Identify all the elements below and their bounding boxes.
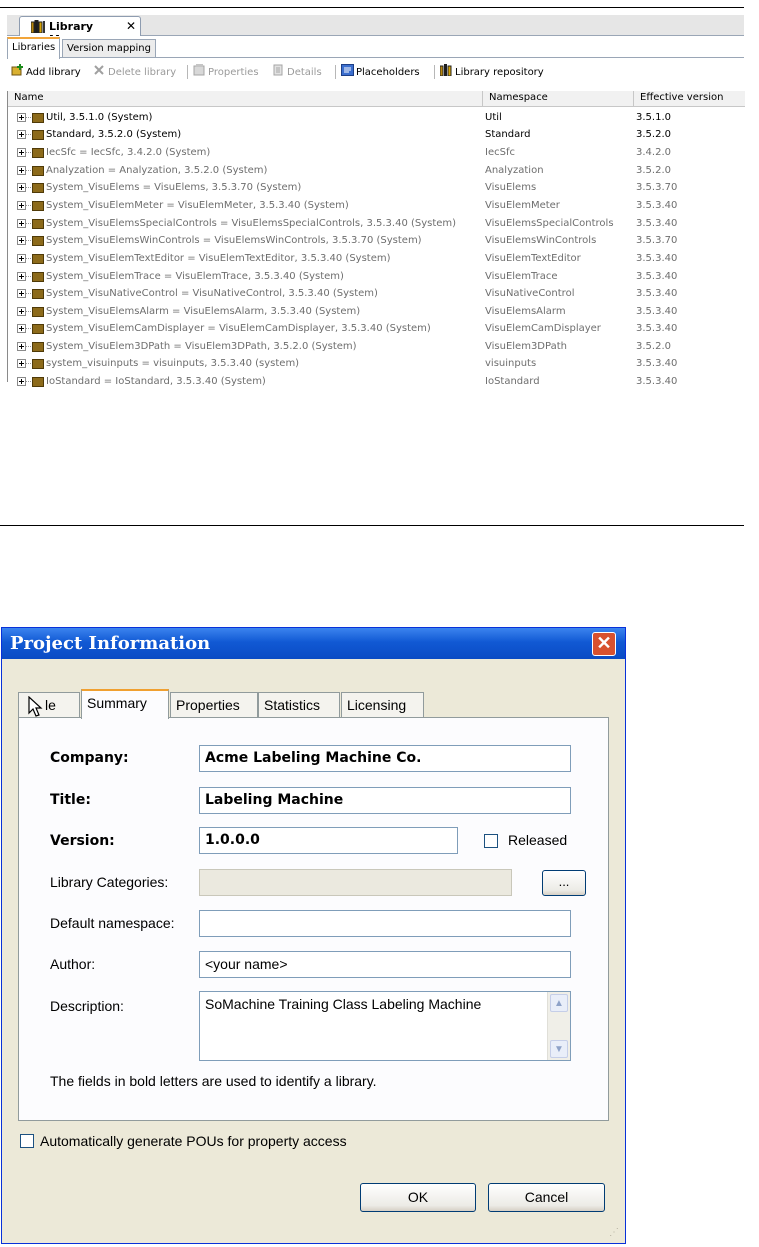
- close-tab-icon[interactable]: ✕: [126, 19, 137, 33]
- table-row[interactable]: [8, 355, 745, 372]
- library-name: System_VisuNativeControl = VisuNativeControl, 3.5.3.40 (System): [46, 288, 378, 299]
- toolbar-separator: [434, 65, 435, 79]
- library-namespace: VisuElem3DPath: [485, 341, 567, 352]
- table-row[interactable]: [8, 162, 745, 179]
- tab-statistics[interactable]: Statistics: [258, 692, 340, 717]
- tree-connector: [26, 328, 31, 329]
- browse-categories-button[interactable]: ...: [542, 870, 586, 896]
- table-row[interactable]: [8, 197, 745, 214]
- table-row[interactable]: [8, 320, 745, 337]
- library-version: 3.5.3.40: [636, 253, 678, 264]
- library-namespace: Util: [485, 112, 502, 123]
- library-version: 3.5.3.70: [636, 182, 678, 193]
- library-manager-doc-tab[interactable]: [19, 16, 141, 36]
- library-icon: [32, 289, 44, 299]
- library-name: IecSfc = IecSfc, 3.4.2.0 (System): [46, 147, 211, 158]
- table-row[interactable]: [8, 179, 745, 196]
- expand-icon[interactable]: [17, 272, 26, 281]
- expand-icon[interactable]: [17, 219, 26, 228]
- library-version: 3.5.3.40: [636, 323, 678, 334]
- tab-version-mapping[interactable]: Version mapping: [62, 39, 156, 57]
- placeholders-label: Placeholders: [356, 67, 420, 78]
- toolbar-separator: [187, 65, 188, 79]
- library-icon: [32, 236, 44, 246]
- tab-properties[interactable]: Properties: [170, 692, 258, 717]
- library-icon: [32, 201, 44, 211]
- title-field[interactable]: Labeling Machine: [199, 787, 571, 814]
- tree-connector: [26, 381, 31, 382]
- library-categories-field: [199, 869, 512, 896]
- released-checkbox[interactable]: [484, 834, 498, 848]
- table-header: [8, 91, 745, 107]
- library-version: 3.5.3.40: [636, 376, 678, 387]
- expand-icon[interactable]: [17, 254, 26, 263]
- expand-icon[interactable]: [17, 130, 26, 139]
- company-label: Company:: [50, 750, 129, 766]
- title-label: Title:: [50, 792, 91, 808]
- description-label: Description:: [50, 998, 124, 1014]
- library-icon: [32, 359, 44, 369]
- add-library-label: Add library: [26, 67, 81, 78]
- top-rule: [0, 7, 744, 8]
- library-icon: [32, 219, 44, 229]
- expand-icon[interactable]: [17, 342, 26, 351]
- library-namespace: visuinputs: [485, 358, 537, 369]
- library-namespace: VisuElemMeter: [485, 200, 560, 211]
- library-version: 3.5.3.40: [636, 271, 678, 282]
- library-repository-label: Library repository: [455, 67, 544, 78]
- library-books-icon: [31, 20, 46, 36]
- delete-library-button[interactable]: [93, 64, 176, 80]
- expand-icon[interactable]: [17, 201, 26, 210]
- library-namespace: VisuElemsWinControls: [485, 235, 597, 246]
- library-namespace: VisuElemTrace: [485, 271, 558, 282]
- toolbar-separator: [335, 65, 336, 79]
- tree-connector: [26, 311, 31, 312]
- table-row[interactable]: [8, 303, 745, 320]
- library-version: 3.5.3.70: [636, 235, 678, 246]
- placeholders-icon: [341, 64, 354, 75]
- add-library-button[interactable]: [11, 64, 81, 80]
- library-icon: [32, 254, 44, 264]
- details-icon: [272, 64, 285, 75]
- library-name: System_VisuElemTrace = VisuElemTrace, 3.5.3.40 (System): [46, 271, 344, 282]
- library-namespace: VisuElems: [485, 182, 537, 193]
- tree-connector: [26, 187, 31, 188]
- default-namespace-field[interactable]: [199, 910, 571, 937]
- library-name: IoStandard = IoStandard, 3.5.3.40 (System): [46, 376, 266, 387]
- properties-label: Properties: [208, 67, 259, 78]
- library-subtabs: [7, 36, 744, 58]
- library-name: System_VisuElemsAlarm = VisuElemsAlarm, 3.5.3.40 (System): [46, 306, 361, 317]
- properties-icon: [193, 64, 206, 75]
- tab-summary[interactable]: Summary: [81, 689, 169, 719]
- library-icon: [32, 272, 44, 282]
- auto-generate-pous-label: Automatically generate POUs for property access: [40, 1133, 347, 1149]
- details-button[interactable]: [272, 64, 322, 80]
- column-divider: [633, 91, 634, 106]
- middle-rule: [0, 525, 744, 526]
- library-name: System_VisuElemCamDisplayer = VisuElemCamDisplayer, 3.5.3.40 (System): [46, 323, 431, 334]
- table-row[interactable]: [8, 144, 745, 161]
- close-icon: ✕: [596, 633, 612, 653]
- expand-icon[interactable]: [17, 183, 26, 192]
- library-namespace: VisuElemsAlarm: [485, 306, 566, 317]
- library-namespace: VisuElemsSpecialControls: [485, 218, 614, 229]
- library-version: 3.4.2.0: [636, 147, 671, 158]
- library-icon: [32, 183, 44, 193]
- tree-connector: [26, 258, 31, 259]
- library-namespace: IecSfc: [485, 147, 515, 158]
- expand-icon[interactable]: [17, 377, 26, 386]
- description-text: SoMachine Training Class Labeling Machine: [205, 996, 482, 1012]
- identification-hint: The fields in bold letters are used to identify a library.: [50, 1073, 377, 1089]
- library-name: System_VisuElemsSpecialControls = VisuElemsSpecialControls, 3.5.3.40 (System): [46, 218, 457, 229]
- tree-connector: [26, 117, 31, 118]
- column-header-effective-version[interactable]: Effective version: [640, 92, 724, 103]
- tree-connector: [26, 152, 31, 153]
- tree-connector: [26, 240, 31, 241]
- document-tab-bar: [7, 15, 744, 36]
- library-namespace: IoStandard: [485, 376, 540, 387]
- library-icon: [32, 148, 44, 158]
- table-row[interactable]: [8, 232, 745, 249]
- delete-library-label: Delete library: [108, 67, 177, 78]
- library-name: Util, 3.5.1.0 (System): [46, 112, 153, 123]
- library-icon: [32, 113, 44, 123]
- library-name: System_VisuElems = VisuElems, 3.5.3.70 (System): [46, 182, 302, 193]
- library-namespace: Standard: [485, 129, 531, 140]
- library-namespace: VisuElemTextEditor: [485, 253, 581, 264]
- auto-generate-pous-checkbox[interactable]: [20, 1134, 34, 1148]
- table-row[interactable]: [8, 285, 745, 302]
- table-row[interactable]: [8, 373, 745, 390]
- library-icon: [32, 324, 44, 334]
- library-name: Standard, 3.5.2.0 (System): [46, 129, 182, 140]
- library-icon: [32, 166, 44, 176]
- released-label: Released: [508, 832, 568, 848]
- library-namespace: Analyzation: [485, 165, 544, 176]
- library-icon: [32, 307, 44, 317]
- version-field[interactable]: 1.0.0.0: [199, 827, 458, 854]
- author-label: Author:: [50, 956, 96, 972]
- description-scrollbar[interactable]: [547, 992, 570, 1060]
- column-header-namespace[interactable]: Namespace: [489, 92, 548, 103]
- library-version: 3.5.1.0: [636, 112, 671, 123]
- table-row[interactable]: [8, 250, 745, 267]
- expand-icon[interactable]: [17, 359, 26, 368]
- column-divider: [482, 91, 483, 106]
- expand-icon[interactable]: [17, 307, 26, 316]
- library-repository-button[interactable]: [440, 64, 544, 80]
- close-button[interactable]: [592, 632, 616, 656]
- library-toolbar: [7, 62, 744, 82]
- tree-connector: [26, 276, 31, 277]
- expand-icon[interactable]: [17, 324, 26, 333]
- table-row[interactable]: [8, 109, 745, 126]
- details-label: Details: [287, 67, 322, 78]
- library-icon: [32, 130, 44, 140]
- library-icon: [32, 342, 44, 352]
- library-categories-label: Library Categories:: [50, 874, 169, 890]
- dialog-title-bar[interactable]: [2, 628, 625, 659]
- expand-icon[interactable]: [17, 166, 26, 175]
- library-version: 3.5.2.0: [636, 129, 671, 140]
- expand-icon[interactable]: [17, 236, 26, 245]
- company-field[interactable]: Acme Labeling Machine Co.: [199, 745, 571, 772]
- table-row[interactable]: [8, 268, 745, 285]
- scroll-down-icon[interactable]: ▼: [550, 1040, 568, 1058]
- dialog-title: Project Information: [10, 633, 211, 654]
- tree-connector: [26, 170, 31, 171]
- library-name: System_VisuElem3DPath = VisuElem3DPath, 3.5.2.0 (System): [46, 341, 357, 352]
- add-library-icon: [11, 64, 24, 75]
- properties-button[interactable]: [193, 64, 259, 80]
- tree-connector: [26, 346, 31, 347]
- library-version: 3.5.3.40: [636, 358, 678, 369]
- resize-grip-icon[interactable]: ⋰: [609, 1227, 619, 1238]
- ok-button[interactable]: OK: [360, 1183, 476, 1212]
- tab-file[interactable]: [18, 692, 80, 717]
- expand-icon[interactable]: [17, 113, 26, 122]
- project-information-dialog: [1, 627, 626, 1244]
- library-icon: [32, 377, 44, 387]
- library-name: System_VisuElemTextEditor = VisuElemTextEditor, 3.5.3.40 (System): [46, 253, 391, 264]
- library-books-icon: [440, 64, 453, 75]
- description-textarea[interactable]: [199, 991, 571, 1061]
- tree-connector: [26, 363, 31, 364]
- scroll-up-icon[interactable]: ▲: [550, 994, 568, 1012]
- expand-icon[interactable]: [17, 289, 26, 298]
- table-row[interactable]: [8, 126, 745, 143]
- default-namespace-label: Default namespace:: [50, 915, 175, 931]
- tab-licensing[interactable]: Licensing: [341, 692, 424, 717]
- placeholders-button[interactable]: [341, 64, 420, 80]
- tab-libraries[interactable]: Libraries: [7, 37, 60, 59]
- library-namespace: VisuElemCamDisplayer: [485, 323, 601, 334]
- version-label: Version:: [50, 833, 115, 849]
- library-version: 3.5.3.40: [636, 306, 678, 317]
- library-table: [7, 91, 745, 387]
- delete-icon: [93, 64, 106, 75]
- tree-connector: [26, 293, 31, 294]
- library-version: 3.5.3.40: [636, 288, 678, 299]
- table-row[interactable]: [8, 338, 745, 355]
- tree-connector: [26, 205, 31, 206]
- library-name: System_VisuElemsWinControls = VisuElemsWinControls, 3.5.3.70 (System): [46, 235, 422, 246]
- column-header-name[interactable]: Name: [14, 92, 44, 103]
- expand-icon[interactable]: [17, 148, 26, 157]
- library-version: 3.5.2.0: [636, 341, 671, 352]
- library-version: 3.5.3.40: [636, 218, 678, 229]
- library-namespace: VisuNativeControl: [485, 288, 575, 299]
- doc-tab-title: Library: [49, 20, 94, 33]
- library-version: 3.5.2.0: [636, 165, 671, 176]
- tree-connector: [26, 223, 31, 224]
- library-manager-window: [7, 15, 744, 387]
- author-field[interactable]: <your name>: [199, 951, 571, 978]
- library-version: 3.5.3.40: [636, 200, 678, 211]
- tab-file-label: le: [45, 697, 56, 713]
- library-name: Analyzation = Analyzation, 3.5.2.0 (System): [46, 165, 268, 176]
- cancel-button[interactable]: Cancel: [488, 1183, 605, 1212]
- table-row[interactable]: [8, 215, 745, 232]
- tree-connector: [26, 134, 31, 135]
- library-name: system_visuinputs = visuinputs, 3.5.3.40 (system): [46, 358, 300, 369]
- library-name: System_VisuElemMeter = VisuElemMeter, 3.5.3.40 (System): [46, 200, 349, 211]
